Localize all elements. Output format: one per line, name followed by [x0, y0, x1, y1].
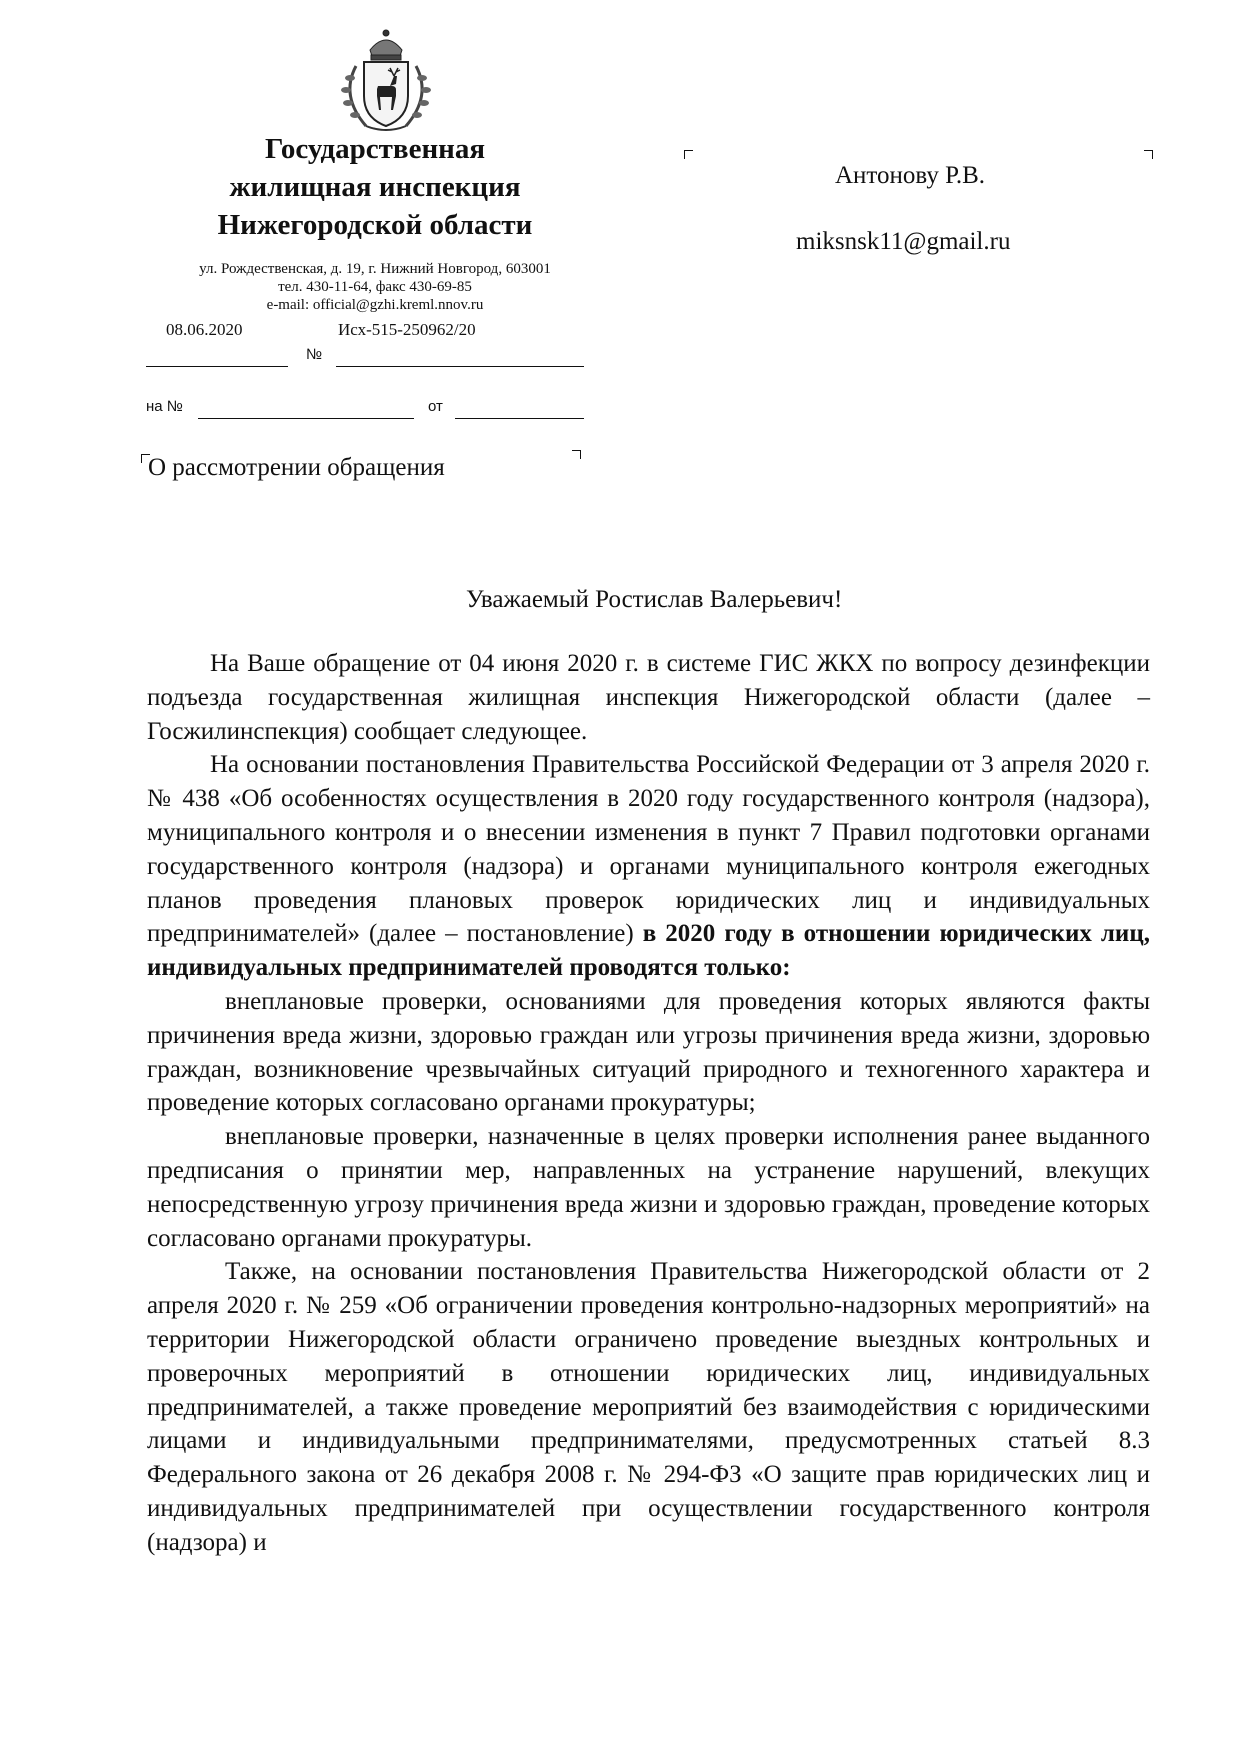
from-label: от	[428, 398, 443, 415]
in-reply-label: на №	[146, 398, 183, 415]
body-paragraph-5: Также, на основании постановления Правительства Нижегородской области от 2 апреля 2020 г. № 259 «Об ограничении проведения контрольно-надзорных мероприятий» на территории Нижегородской области ограничено проведение выездных контрольных и проверочных мероприятий в отношении юридических лиц, индивидуальных предпринимателей, а также проведение мероприятий без взаимодействия с юридическими лицами и индивидуальными предпринимателями, предусмотренных статьей 8.3 Федерального закона от 26 декабря 2008 г. № 294-ФЗ «О защите прав юридических лиц и индивидуальных предпринимателей при осуществлении государственного контроля (надзора) и	[147, 1258, 1150, 1556]
letter-ref-number: Исх-515-250962/20	[338, 320, 476, 339]
in-reply-underline	[198, 418, 414, 419]
number-underline	[336, 366, 584, 367]
org-address: ул. Рождественская, д. 19, г. Нижний Новгород, 603001	[199, 261, 551, 277]
recipient-name: Антонову Р.В.	[835, 162, 986, 189]
recipient-corner-right	[1144, 150, 1153, 159]
letter-date: 08.06.2020	[166, 320, 243, 339]
organization-contacts	[130, 260, 620, 314]
org-phone: тел. 430-11-64, факс 430-69-85	[278, 279, 472, 295]
body-paragraph-4: внеплановые проверки, назначенные в целях проверки исполнения ранее выданного предписания о принятии мер, направленных на устранение нарушений, влекущих непосредственную угрозу причинения вреда жизни и здоровью граждан, проведение которых согласовано органами прокуратуры.	[147, 1123, 1150, 1252]
recipient-corner-left	[684, 150, 693, 159]
body-paragraph-2	[147, 748, 1150, 985]
org-name-line-2: жилищная инспекция	[229, 171, 521, 203]
organization-name	[130, 130, 620, 244]
body-paragraph-2-text: На основании постановления Правительства Российской Федерации от 3 апреля 2020 г. № 438 «Об особенностях осуществления в 2020 году государственного контроля (надзора), муниципального контроля и о внесении изменения в пункт 7 Правил подготовки органами государственного контроля (надзора) и органами муниципального контроля ежегодных планов проведения плановых проверок юридических лиц и индивидуальных предпринимателей» (далее – постановление)	[147, 751, 1150, 948]
letter-body	[147, 647, 1150, 1560]
body-paragraph-1: На Ваше обращение от 04 июня 2020 г. в системе ГИС ЖКХ по вопросу дезинфекции подъезда государственная жилищная инспекция Нижегородской области (далее – Госжилинспекция) сообщает следующее.	[147, 650, 1150, 745]
subject-corner-right	[572, 450, 581, 459]
org-email: e-mail: official@gzhi.kreml.nnov.ru	[266, 297, 484, 313]
number-sign: №	[306, 346, 323, 363]
letter-subject: О рассмотрении обращения	[148, 454, 445, 481]
from-underline	[455, 418, 584, 419]
body-paragraph-3: внеплановые проверки, основаниями для проведения которых являются факты причинения вреда жизни, здоровью граждан или угрозы причинения вреда жизни, здоровью граждан, возникновение чрезвычайных ситуаций природного и техногенного характера и проведение которых согласовано органами прокуратуры;	[147, 987, 1150, 1117]
recipient-email: miksnsk11@gmail.ru	[796, 228, 1011, 255]
body-paragraph-2-bold: в 2020 году в отношении юридических лиц, индивидуальных предпринимателей проводятся только:	[147, 920, 1150, 982]
salutation: Уважаемый Ростислав Валерьевич!	[466, 586, 843, 613]
date-underline	[146, 366, 288, 367]
org-name-line-1: Государственная	[264, 133, 486, 165]
org-name-line-3: Нижегородской области	[217, 209, 533, 241]
coat-of-arms-emblem	[326, 26, 446, 136]
